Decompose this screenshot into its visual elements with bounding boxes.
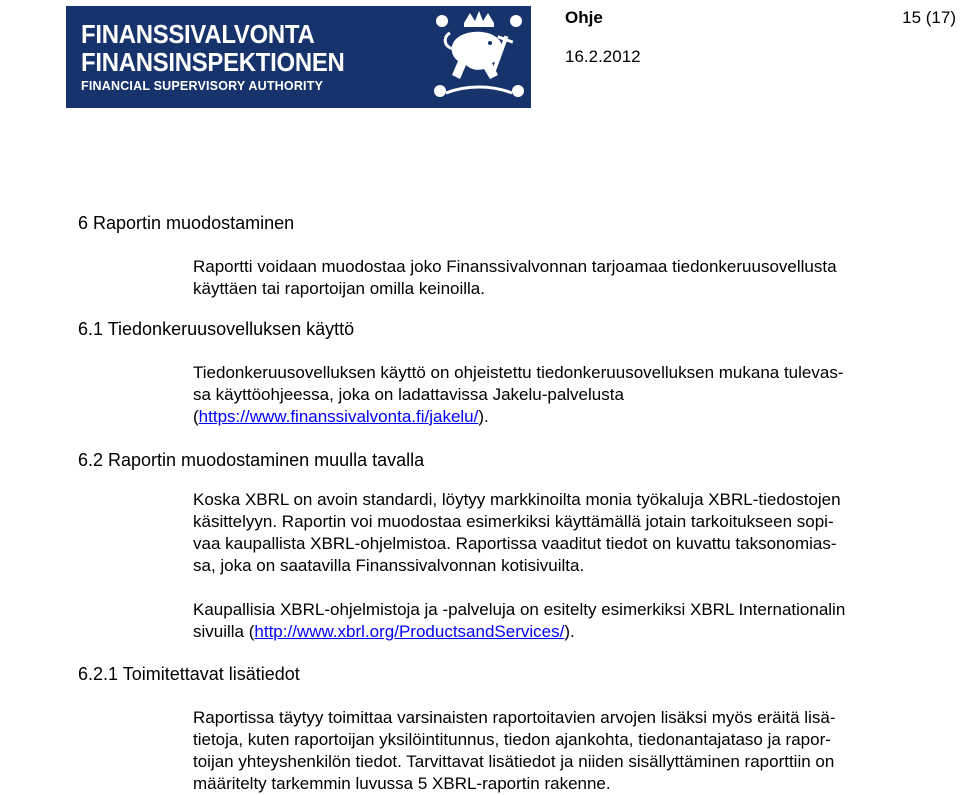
paragraph-line: määritelty tarkemmin luvussa 5 XBRL-raportin rakenne.: [193, 774, 611, 793]
link-prefix: sivuilla (: [193, 622, 255, 641]
document-type: Ohje: [565, 8, 603, 27]
paragraph-line: Tiedonkeruusovelluksen käyttö on ohjeistettu tiedonkeruusovelluksen mukana tulevas-: [193, 363, 844, 382]
paragraph-line: Kaupallisia XBRL-ohjelmistoja ja -palveluja on esitelty esimerkiksi XBRL Internationalin: [193, 600, 846, 619]
paragraph-line: sa käyttöohjeessa, joka on ladattavissa Jakelu-palvelusta: [193, 385, 624, 404]
section-6-2-1-paragraph: [193, 707, 928, 795]
paren-open: (: [193, 407, 199, 426]
section-6-heading: 6 Raportin muodostaminen: [78, 213, 295, 233]
finanssivalvonta-logo: [66, 6, 531, 108]
paragraph-line: vaa kaupallista XBRL-ohjelmistoa. Raportissa vaaditut tiedot on kuvattu taksonomias-: [193, 534, 837, 553]
paragraph-line: sa, joka on saatavilla Finanssivalvonnan kotisivuilta.: [193, 556, 585, 575]
section-6-2-heading: 6.2 Raportin muodostaminen muulla tavalla: [78, 450, 425, 470]
logo-line-english: FINANCIAL SUPERVISORY AUTHORITY: [81, 79, 324, 93]
paragraph-line: toijan yhteyshenkilön tiedot. Tarvittavat lisätiedot ja niiden sisällyttäminen raporttiin on: [193, 752, 835, 771]
link-suffix: ).: [564, 622, 575, 641]
paren-close: ).: [478, 407, 489, 426]
crowned-lion-emblem-icon: [426, 9, 531, 105]
jakelu-link[interactable]: https://www.finanssivalvonta.fi/jakelu/: [198, 407, 479, 426]
logo-line-swedish: FINANSINSPEKTIONEN: [81, 47, 345, 77]
paragraph-line: Raportti voidaan muodostaa joko Finanssivalvonnan tarjoamaa tiedonkeruusovellusta: [193, 257, 837, 276]
section-6-1-paragraph: [193, 362, 928, 428]
document-date: 16.2.2012: [565, 47, 641, 66]
paragraph-line: käyttäen tai raportoijan omilla keinoilla.: [193, 279, 485, 298]
paragraph-line: Koska XBRL on avoin standardi, löytyy markkinoilta monia työkaluja XBRL-tiedostojen: [193, 490, 841, 509]
logo-wordmark: [81, 20, 367, 96]
paragraph-line: [193, 621, 928, 643]
paragraph-line: tietoja, kuten raportoijan yksilöintitunnus, tiedon ajankohta, tiedonantajataso ja rapor-: [193, 730, 831, 749]
section-6-1-heading: 6.1 Tiedonkeruusovelluksen käyttö: [78, 319, 355, 339]
section-6-2-paragraph-1: [193, 489, 928, 577]
paragraph-line: [193, 406, 928, 428]
paragraph-line: käsittelyyn. Raportin voi muodostaa esimerkiksi käyttämällä jotain tarkoitukseen sopi-: [193, 512, 834, 531]
xbrl-products-link[interactable]: http://www.xbrl.org/ProductsandServices/: [254, 622, 565, 641]
section-6-2-paragraph-2: [193, 599, 928, 643]
logo-line-finnish: FINANSSIVALVONTA: [81, 19, 315, 49]
paragraph-line: Raportissa täytyy toimittaa varsinaisten raportoitavien arvojen lisäksi myös eräitä lisä-: [193, 708, 836, 727]
page-number: 15 (17): [902, 8, 956, 27]
section-6-2-1-heading: 6.2.1 Toimitettavat lisätiedot: [78, 664, 300, 684]
section-6-paragraph: [193, 256, 928, 300]
